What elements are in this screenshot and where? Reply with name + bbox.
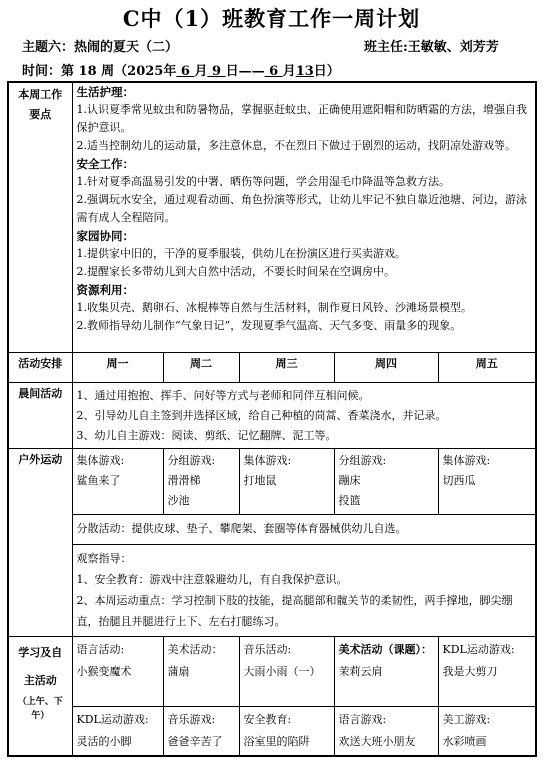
teachers-label: 班主任:王敏敏、刘芳芳 [364,40,499,55]
day-header-fri: 周五 [438,352,536,382]
list-item: 2.强调玩水安全，通过观看动画、角色扮演等形式，让幼儿牢记不独自靠近池塘、河边，游泳需有成人全程陪同。 [76,193,527,224]
learning-cell-wed-1 [239,636,334,706]
outdoor-cell-tue [163,448,239,514]
section-heading: 家园协同： [76,229,134,243]
section-heading: 安全工作： [76,157,134,171]
time-prefix: 时间：第 18 周（2025年 [22,64,177,79]
activity-type: 音乐游戏: [167,712,216,726]
schedule-label: 活动安排 [8,352,72,382]
learning-cell-fri-1 [438,636,536,706]
morning-label: 晨间活动 [8,382,72,448]
close-text: 日） [313,64,340,79]
activity-name: 小猴变魔术 [76,664,132,678]
activity-type: 美术活动： [167,642,223,656]
learning-cell-wed-2 [239,706,334,756]
weekly-focus-content [72,82,536,352]
end-month: 6 [264,64,283,79]
weekly-focus-label: 本周工作要点 [8,82,72,352]
outdoor-cell-fri [438,448,536,514]
activity-name: 茉莉云肩 [338,664,383,678]
observation-guidance [72,544,536,636]
learning-cell-tue-2 [163,706,239,756]
list-item: 1、通过用抱抱、挥手、问好等方式与老师和同伴互相问候。 [76,388,370,402]
game-name: 鲨鱼来了 [76,473,121,487]
activity-type: 语言活动: [76,642,125,656]
list-item: 2、引导幼儿自主签到并选择区域，给自己种植的茼蒿、香菜浇水，并记录。 [76,408,447,422]
game-type: 分组游戏: [338,453,387,467]
day-header-tue: 周二 [163,352,239,382]
activity-type: KDL运动游戏: [442,642,515,656]
activity-type: 音乐活动: [243,642,292,656]
theme-label: 主题六：热闹的夏天（二） [22,40,179,55]
activity-name: 灵活的小脚 [76,734,132,748]
game-name: 打地鼠 [243,473,277,487]
activity-name: 欢送大班小朋友 [338,734,416,748]
day-header-thu: 周四 [334,352,438,382]
game-type: 分组游戏: [167,453,216,467]
learning-row-2 [8,706,536,756]
activity-type: 美术活动（课题）： [338,642,432,656]
activity-type: 语言游戏: [338,712,387,726]
learning-row-1 [8,636,536,706]
learning-cell-thu-1 [334,636,438,706]
activity-name: 我是大剪刀 [442,664,498,678]
outdoor-label: 户外运动 [8,448,72,636]
list-item: 1.认识夏季常见蚊虫和防暑物品，掌握驱赶蚊虫、正确使用遮阳帽和防晒霜的方法，增强自我保护意识。 [76,103,527,134]
schedule-header-row [8,352,536,382]
activity-name: 爸爸辛苦了 [167,734,223,748]
game-name: 滑滑梯 沙池 [167,473,201,507]
activity-type: 安全教育: [243,712,292,726]
activity-type: 美工游戏: [442,712,491,726]
game-type: 集体游戏: [76,453,125,467]
month-text-2: 月 [282,64,296,79]
learning-cell-mon-2 [72,706,163,756]
learning-cell-tue-1 [163,636,239,706]
learning-label-sub: （上午、下午） [17,696,63,721]
morning-content [72,382,536,448]
learning-label [8,636,72,756]
list-item: 1.提供家中旧的，干净的夏季服装，供幼儿在扮演区进行买卖游戏。 [76,247,406,260]
outdoor-cell-thu [334,448,438,514]
game-type: 集体游戏: [442,453,491,467]
list-item: 3、幼儿自主游戏：阅读、剪纸、记忆翻牌、泥工等。 [76,428,337,442]
list-item: 2.适当控制幼儿的运动量，多注意休息，不在烈日下做过于剧烈的运动，找阴凉处游戏等。 [76,139,516,152]
weekly-focus-row [8,82,536,352]
page-title: C中（1）班教育工作一周计划 [122,6,421,31]
learning-cell-mon-1 [72,636,163,706]
observation-title: 观察指导： [76,551,132,565]
outdoor-cell-mon [72,448,163,514]
list-item: 2.教师指导幼儿制作“气象日记”，发现夏季气温高、天气多变、雨量多的现象。 [76,319,462,332]
activity-name: 浴室里的陷阱 [243,734,310,748]
outdoor-cell-wed [239,448,334,514]
activity-type: KDL运动游戏: [76,712,149,726]
list-item: 2.提醒家长多带幼儿到大自然中活动，不要长时间呆在空调房中。 [76,265,395,278]
game-type: 集体游戏: [243,453,292,467]
outdoor-observation-row [8,544,536,636]
start-day: 9 [207,64,226,79]
end-day: 13 [295,64,314,79]
list-item: 2、本周运动重点：学习控制下肢的技能，提高腿部和髋关节的柔韧性，两手撑地，脚尖绷直，抬腿且并腿进行上下、左右打腿练习。 [76,593,513,628]
game-name: 切西瓜 [442,473,476,487]
day-header-mon: 周一 [72,352,163,382]
morning-row [8,382,536,448]
list-item: 1.收集贝壳、鹅卵石、冰棍棒等自然与生活材料，制作夏日风铃、沙滩场景模型。 [76,301,472,314]
learning-cell-thu-2 [334,706,438,756]
outdoor-scattered-row [8,514,536,544]
month-text: 月 [194,64,208,79]
learning-cell-fri-2 [438,706,536,756]
activity-name: 水彩喷画 [442,734,487,748]
learning-label-main: 学习及自主活动 [18,645,63,687]
start-month: 6 [176,64,195,79]
section-heading: 生活护理： [76,85,134,99]
day-dash-text: 日—— [225,64,265,79]
section-heading: 资源利用： [76,283,134,297]
day-header-wed: 周三 [239,352,334,382]
activity-name: 蒲扇 [167,664,190,678]
game-name: 蹦床 投篮 [338,473,361,507]
outdoor-games-row [8,448,536,514]
week-date-range [22,60,340,79]
scattered-activity: 分散活动：提供皮球、垫子、攀爬架、套圈等体育器械供幼儿自选。 [72,514,536,544]
weekly-plan-table [7,81,537,757]
list-item: 1.针对夏季高温易引发的中署、晒伤等问题，学会用湿毛巾降温等急救方法。 [76,175,450,188]
activity-name: 大雨小雨（一） [243,664,321,678]
list-item: 1、安全教育：游戏中注意躲避幼儿，有自我保护意识。 [76,572,348,586]
